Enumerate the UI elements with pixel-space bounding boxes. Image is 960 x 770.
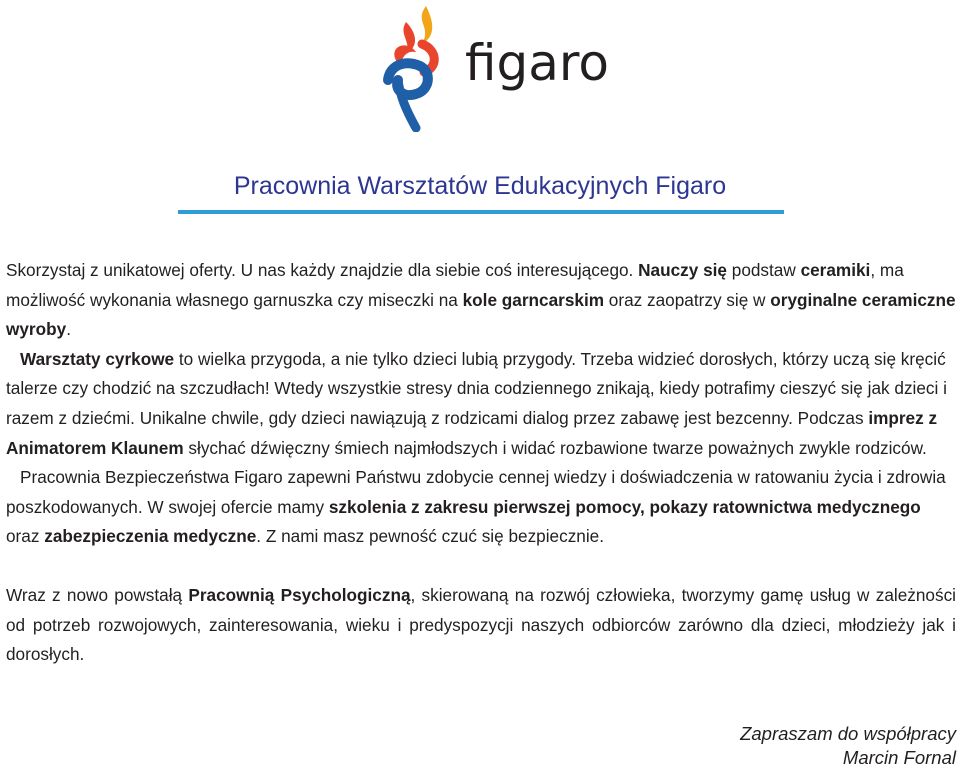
text: oraz — [6, 526, 45, 547]
paragraph-psychology — [6, 581, 956, 670]
text: Wraz z nowo powstałą — [6, 584, 189, 605]
emphasis: kole garncarskim — [462, 289, 605, 310]
signature-block — [740, 722, 956, 770]
signature-invitation: Zapraszam do współpracy — [740, 723, 956, 744]
emphasis: Warsztaty cyrkowe — [20, 348, 175, 369]
text: . — [66, 319, 71, 340]
title-underline — [178, 210, 784, 214]
emphasis: Pracownią Psychologiczną — [188, 584, 411, 605]
text: , ma możliwość wykonania własnego garnuszka czy miseczki na — [6, 260, 904, 310]
paragraph-safety — [6, 463, 956, 552]
figaro-logo — [376, 4, 609, 132]
flame-logo-icon — [376, 4, 466, 132]
paragraph-circus — [6, 345, 956, 463]
document-body — [6, 256, 956, 670]
spacer — [6, 552, 956, 581]
text: oraz zaopatrzy się w — [604, 289, 771, 310]
text: podstaw — [726, 260, 801, 280]
emphasis: ceramiki — [800, 260, 871, 280]
emphasis: imprez z Animatorem Klaunem — [6, 407, 938, 458]
paragraph-ceramics — [6, 256, 956, 345]
text: , skierowaną na rozwój człowieka, tworzymy gamę usług w zależności od potrzeb rozwojowych, zainteresowania, wieku i predyspozycji naszych odbiorców zarówno dla dzieci, młodzieży jak i dorosłych. — [6, 584, 956, 665]
emphasis: oryginalne ceramiczne wyroby — [6, 289, 956, 340]
logo-text: figaro — [465, 34, 609, 92]
signature-name: Marcin Fornal — [842, 747, 956, 768]
emphasis: Nauczy się — [638, 260, 727, 280]
text: Pracownia Bezpieczeństwa Figaro zapewni Państwu zdobycie cennej wiedzy i doświadczenia w ratowaniu życia i zdrowia poszkodowanych. W swojej ofercie mamy — [6, 467, 946, 517]
page-title: Pracownia Warsztatów Edukacyjnych Figaro — [233, 172, 727, 200]
text: słychać dźwięczny śmiech najmłodszych i widać rozbawione twarze poważnych zwykle rodziców. — [183, 437, 927, 458]
emphasis: zabezpieczenia medyczne — [44, 526, 257, 547]
text: Skorzystaj z unikatowej oferty. U nas każdy znajdzie dla siebie coś interesującego. — [6, 260, 639, 280]
text: to wielka przygoda, a nie tylko dzieci lubią przygody. Trzeba widzieć dorosłych, którzy uczą się kręcić talerze czy chodzić na szczudłach! Wtedy wszystkie stresy dnia codziennego znikają, kiedy potrafimy cieszyć się jak dzieci i razem z dziećmi. Unikalne chwile, gdy dzieci nawiązują z rodzicami dialog przez zabawę jest bezcenny. Podczas — [6, 348, 947, 428]
text: . Z nami masz pewność czuć się bezpiecznie. — [256, 526, 605, 547]
emphasis: szkolenia z zakresu pierwszej pomocy, pokazy ratownictwa medycznego — [328, 496, 921, 517]
